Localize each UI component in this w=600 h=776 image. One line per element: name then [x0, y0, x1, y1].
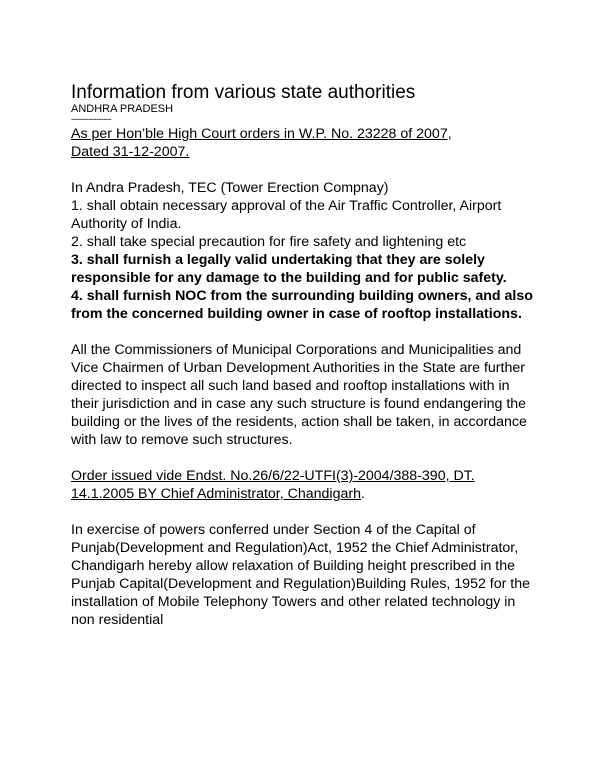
page-title: Information from various state authorities [71, 82, 416, 103]
order-reference-2-line2: 14.1.2005 BY Chief Administrator, Chandigarh [71, 486, 361, 502]
list-item: 3. shall furnish a legally valid undertaking that they are solely responsible for any damage to the building and for public safety. [71, 252, 507, 286]
document-page [71, 82, 541, 629]
list-item: 1. shall obtain necessary approval of the Air Traffic Controller, Airport Authority of India. [71, 198, 502, 232]
separator-rule: ---------------- [71, 114, 111, 124]
order-reference-1-line2: Dated 31-12-2007. [71, 144, 190, 160]
list-item: 2. shall take special precaution for fire safety and lightening etc [71, 234, 467, 250]
order-reference-2-line1: Order issued vide Endst. No.26/6/22-UTFI(3)-2004/388-390, DT. [71, 468, 475, 484]
state-heading: ANDHRA PRADESH [71, 103, 174, 115]
body-paragraph: In exercise of powers conferred under Section 4 of the Capital of Punjab(Development and Regulation)Act, 1952 the Chief Administrator, Chandigarh hereby allow relaxation of Building height prescribed in the Punjab Capital(Development and Regulation)Building Rules, 1952 for the installation of Mobile Telephony Towers and other related technology in non residential [71, 522, 531, 628]
directive-paragraph: All the Commissioners of Municipal Corporations and Municipalities and Vice Chairmen of Urban Development Authorities in the State are further directed to inspect all such land based and rooftop installations with in their jurisdiction and in case any such structure is found endangering the building or the lives of the residents, action shall be taken, in accordance with law to remove such structures. [71, 342, 527, 448]
order-reference-2 [71, 467, 541, 503]
order-reference-2-suffix: . [360, 486, 365, 502]
order-reference-1 [71, 125, 541, 161]
order-reference-1-line1: As per Hon’ble High Court orders in W.P. No. 23228 of 2007, [71, 126, 452, 142]
intro-paragraph: In Andra Pradesh, TEC (Tower Erection Compnay) [71, 180, 389, 196]
list-item: 4. shall furnish NOC from the surrounding building owners, and also from the concerned building owner in case of rooftop installations. [71, 288, 533, 322]
